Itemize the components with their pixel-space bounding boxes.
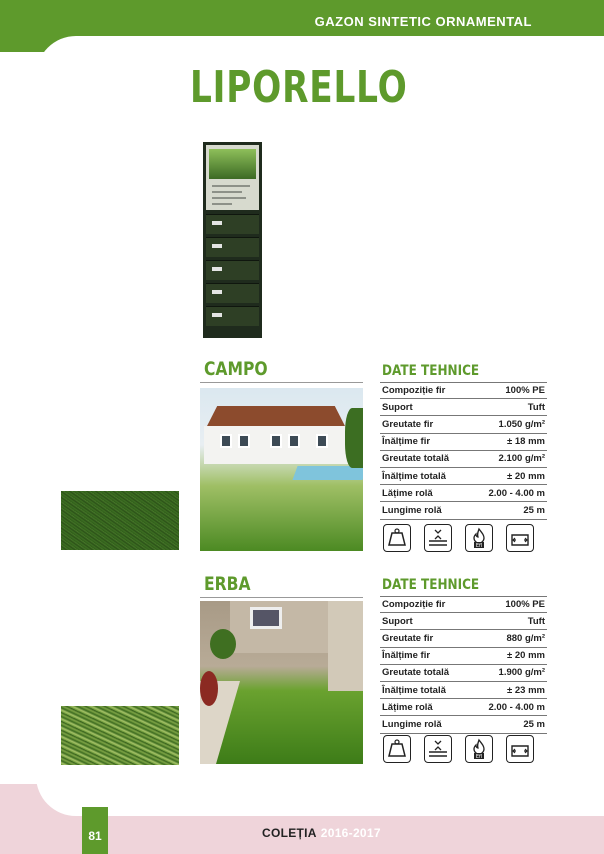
spec-row: Greutate totală 2.100 g/m² (380, 451, 547, 468)
svg-text:Efl: Efl (475, 754, 483, 760)
spec-table-erba (380, 596, 547, 734)
spec-heading-erba: DATE TEHNICE (382, 577, 480, 593)
section-divider (200, 597, 363, 598)
spec-row: Lățime rolă 2.00 - 4.00 m (380, 485, 547, 502)
spec-row: Compoziție fir 100% PE (380, 596, 547, 613)
weight-icon (383, 735, 411, 763)
spec-row: Suport Tuft (380, 613, 547, 630)
spec-row: Înălțime fir ± 20 mm (380, 648, 547, 665)
sample-book-cover (206, 145, 259, 210)
section-title-campo: CAMPO (204, 358, 268, 380)
spec-row: Greutate fir 1.050 g/m² (380, 416, 547, 433)
spec-row: Lungime rolă 25 m (380, 716, 547, 733)
spec-row: Greutate totală 1.900 g/m² (380, 665, 547, 682)
spec-row: Suport Tuft (380, 399, 547, 416)
spec-row: Compoziție fir 100% PE (380, 382, 547, 399)
svg-text:Efl: Efl (475, 543, 483, 549)
erba-grass-swatch (61, 706, 179, 765)
campo-grass-swatch (61, 491, 179, 550)
spec-row: Greutate fir 880 g/m² (380, 630, 547, 647)
roll-width-icon (506, 735, 534, 763)
spec-table-campo (380, 382, 547, 520)
spec-icons-campo (383, 524, 534, 552)
category-title: GAZON SINTETIC ORNAMENTAL (314, 14, 532, 29)
spec-row: Lungime rolă 25 m (380, 502, 547, 519)
pile-height-icon (424, 735, 452, 763)
collection-label: COLEȚIA (262, 826, 317, 840)
pile-height-icon (424, 524, 452, 552)
spec-row: Lățime rolă 2.00 - 4.00 m (380, 699, 547, 716)
spec-row: Înălțime fir ± 18 mm (380, 434, 547, 451)
campo-house-photo (200, 388, 363, 551)
sample-book-image (203, 142, 262, 338)
weight-icon (383, 524, 411, 552)
fire-rating-icon (465, 735, 493, 763)
spec-heading-campo: DATE TEHNICE (382, 363, 480, 379)
product-title: LIPORELLO (190, 62, 408, 113)
erba-patio-photo (200, 601, 363, 764)
collection-years: 2016-2017 (320, 826, 381, 840)
footer-collection (262, 826, 381, 840)
roll-width-icon (506, 524, 534, 552)
section-title-erba: ERBA (204, 573, 251, 595)
fire-rating-icon (465, 524, 493, 552)
spec-icons-erba (383, 735, 534, 763)
page-number: 81 (82, 807, 108, 854)
spec-row: Înălțime totală ± 20 mm (380, 468, 547, 485)
section-divider (200, 382, 363, 383)
spec-row: Înălțime totală ± 23 mm (380, 682, 547, 699)
